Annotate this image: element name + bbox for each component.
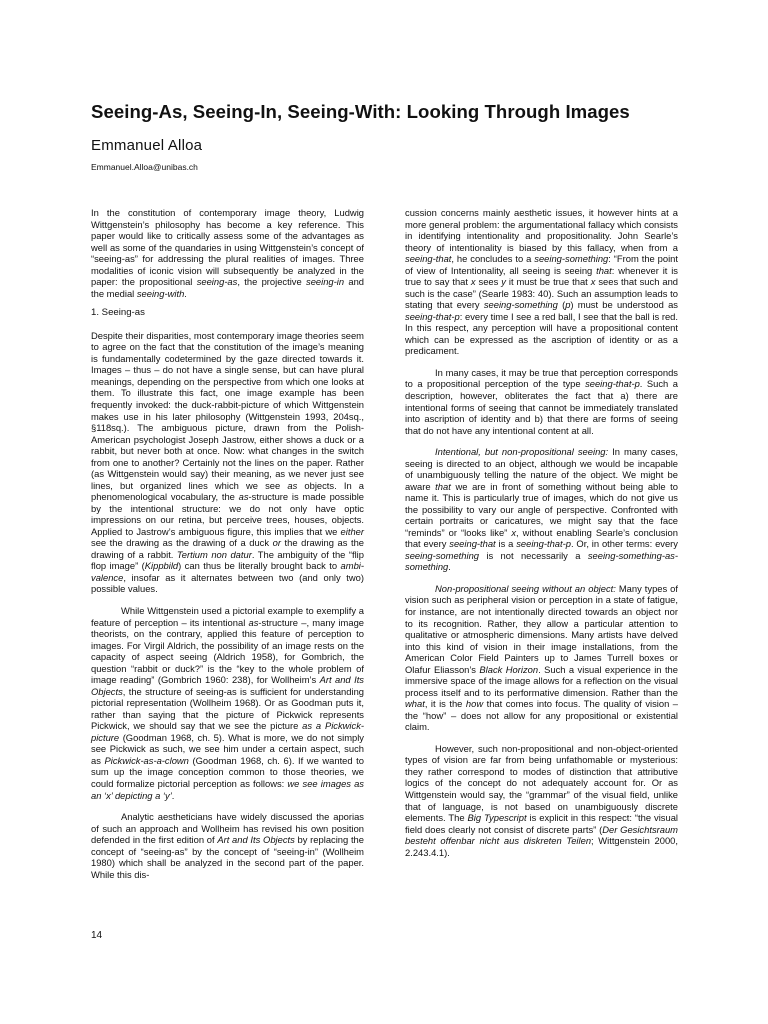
italic-term: as bbox=[238, 491, 249, 503]
italic-term: ambi-valence bbox=[91, 560, 364, 583]
author-name: Emmanuel Alloa bbox=[91, 137, 203, 154]
italic-term: Kippbild bbox=[144, 560, 179, 572]
italic-term: seeing-something bbox=[405, 549, 480, 561]
italic-term: seeing-something-as-something bbox=[405, 549, 678, 573]
left-column bbox=[91, 207, 364, 880]
page-number: 14 bbox=[91, 930, 103, 941]
italic-term: Non-propositional seeing without an object: bbox=[435, 582, 616, 594]
italic-term: that bbox=[435, 480, 451, 492]
italic-term: Big Typescript bbox=[467, 812, 527, 824]
body-paragraph: cussion concerns mainly aesthetic issues, it however hints at a more general problem: the argumentational fallacy which consists in identifying intentionality and propositionality. John Searle’s theory of intentionality is biased by this fallacy, when from a seeing-that, he concludes to a seeing-something: “From the point of view of Intentionality, all seeing is seeing that: whenever it is true to say that x sees y it must be true that x sees that such and such is the case” (Searle 1983: 40). Such an assumption leads to stating that every seeing-something (p) must be understood as seeing-that-p: every time I see a red ball, I see that the ball is red. In this respect, any perception will have a propositional content which can be expressed as the ascription of identity or as a predicament. bbox=[405, 207, 678, 357]
body-paragraph: While Wittgenstein used a pictorial example to exemplify a feature of perception – its intentional as-structure –, many image theorists, on the contrary, applied this feature of perception to images. For Virgil Aldrich, the possibility of an image rests on the capacity of aspect seeing (Aldrich 1958), for Gombrich, the question “rabbit or duck?” is the “key to the whole problem of image reading” (Gombrich 1960: 238), for Wollheim’s Art and Its Objects, the structure of seeing-as is sufficient for understanding pictorial representation (Wollheim 1968). Or as Goodman puts it, rather than saying that the picture of Pickwick represents Pickwick, we should say that we see the picture as a Pickwick-picture (Goodman 1968, ch. 5). What is more, we do not simply see Pickwick as such, we see him under a certain aspect, such as Pickwick-as-a-clown (Goodman 1968, ch. 6). If we wanted to sum up the image conception common to those theories, we could formalize pictorial perception as follows: we see images as an ‘x’ depicting a ‘y’. bbox=[91, 605, 365, 801]
italic-term: seeing-that-p bbox=[405, 310, 460, 322]
italic-term: Art and Its Objects bbox=[91, 674, 364, 697]
italic-term: y bbox=[501, 276, 506, 288]
italic-term: seeing-in bbox=[306, 276, 345, 288]
body-paragraph: Non-propositional seeing without an object: Many types of vision such as peripheral vision or perception in a state of fatigue, for instance, are not intentionally directed towards an object nor to its recognition. Rather, they allow a particular attention to qualitative or atmospheric dimensions. Many artists have delved into this kind of vision in their image installations, from the American Color Field Painters up to James Turrell boxes or Olafur Eliasson’s Black Horizon. Such a visual experience in the immersive space of the image allows for a reflection on the visual process itself and to its performative dimension. Rather than the what, it is the how that comes into focus. The quality of vision – the “how” – does not allow for any propositional or existential claim. bbox=[405, 582, 679, 733]
body-paragraph: Despite their disparities, most contemporary image theories seem to agree on the fact that the constitution of the image’s meaning is fundamentally codetermined by the gaze directed towards it. Images – thus – do not have a single sense, but can have plural meanings, depending on the perspective from which one looks at them. To illustrate this fact, one image example has been frequently invoked: the duck-rabbit-picture of which Wittgenstein makes use in his later philosophy (Wittgenstein 1993, 204sq., §118sq.). The ambiguous picture, drawn from the Polish-American psychologist Joseph Jastrow, either shows a duck or a rabbit, but never both at once. Now: what changes in the switch from one to another? Certainly not the lines on the paper. Rather (as Wittgenstein would say) their meaning, as we never just see lines, but organized lines which we see as objects. In a phenomenological vocabulary, the as-structure is made possible by the intentional structure: we do not only have optic impressions on our retina, but perceive trees, houses, objects. Applied to Jastrow’s ambiguous figure, this implies that we either see the drawing as the drawing of a duck or the drawing as the drawing of a rabbit. Tertium non datur. The ambiguity of the “flip flop image” (Kippbild) can thus be literally brought back to ambi-valence, insofar as it alternates between two (and only two) possible values. bbox=[91, 329, 365, 595]
italic-term: how bbox=[465, 698, 484, 710]
italic-term: Art and Its Objects bbox=[217, 834, 295, 846]
italic-term: p bbox=[565, 299, 571, 311]
italic-term: seeing-something bbox=[534, 253, 609, 265]
italic-term: seeing-something bbox=[483, 299, 558, 311]
body-paragraph: Analytic aestheticians have widely discussed the aporias of such an approach and Wollheim has revised his own position defended in the first edition of Art and Its Objects by replacing the concept of “seeing-as” by the concept of “seeing-in” (Wollheim 1980) which shall be analyzed in the second part of the paper. While this dis- bbox=[91, 811, 364, 880]
italic-term: seeing-with bbox=[136, 287, 185, 299]
paper-title: Seeing-As, Seeing-In, Seeing-With: Looking Through Images bbox=[91, 101, 630, 122]
italic-term: we see images as an ‘x’ depicting a ‘y’ bbox=[91, 777, 364, 801]
italic-term: Tertium non datur bbox=[176, 548, 252, 560]
body-paragraph: In many cases, it may be true that perception corresponds to a propositional perception of the type seeing-that-p. Such a description, however, obliterates the fact that a) there are intentional forms of seeing that cannot be immediately translated into ascription of identity and b) that there are forms of seeing that do not have any intentional content at all. bbox=[405, 366, 678, 436]
italic-term: as bbox=[287, 479, 298, 491]
italic-term: or bbox=[272, 537, 281, 549]
italic-term: x bbox=[470, 276, 476, 288]
italic-term: seeing-that bbox=[405, 253, 452, 265]
italic-term: seeing-that-p bbox=[585, 378, 640, 390]
section-heading: 1. Seeing-as bbox=[91, 307, 145, 319]
right-column bbox=[405, 207, 678, 858]
italic-term: that bbox=[596, 264, 612, 276]
italic-term: Pickwick-as-a-clown bbox=[104, 754, 189, 766]
italic-term: as a Pickwick-picture bbox=[91, 720, 364, 743]
italic-term: Black Horizon bbox=[479, 663, 539, 675]
body-paragraph: Intentional, but non-propositional seeing: In many cases, seeing is directed to an object, although we would be incapable of unambiguously telling the nature of the object. We might be aware that we are in front of something without being able to name it. This is particularly true of images, which do not give us the possibility to vary our angle of perspective. Confronted with certain portraits or caricatures, we might say that the face “reminds” or “looks like” x, without enabling Searle’s conclusion that every seeing-that is a seeing-that-p. Or, in other terms: every seeing-something is not necessarily a seeing-something-as-something. bbox=[405, 446, 678, 573]
italic-term: Intentional, but non-propositional seeing: bbox=[435, 446, 609, 458]
italic-term: either bbox=[340, 525, 364, 537]
italic-term: what bbox=[405, 698, 425, 710]
italic-term: x bbox=[590, 276, 596, 288]
body-paragraph: However, such non-propositional and non-object-oriented types of vision are far from being unfathomable or mysterious: they rather correspond to modes of distinction that attributive logics of the concept do not adequately account for. Or as Wittgenstein would say, the “grammar” of the visual field, unlike that of language, is not based on unambiguously discrete elements. The Big Typescript is explicit in this respect: “the visual field does clearly not consist of discrete parts” (Der Gesichtsraum besteht offenbar nicht aus diskreten Teilen; Wittgenstein 2000, 2.243.4.1). bbox=[405, 742, 678, 858]
abstract-paragraph: In the constitution of contemporary image theory, Ludwig Wittgenstein’s philosophy has become a key reference. This paper would like to critically assess some of the advantages as well as some of the quandaries in using Wittgenstein’s concept of “seeing-as” for addressing the plural realities of images. Three modalities of iconic vision will subsequently be analyzed in the paper: the propositional seeing-as, the projective seeing-in and the medial seeing-with. bbox=[91, 207, 365, 299]
author-email: Emmanuel.Alloa@unibas.ch bbox=[91, 162, 198, 172]
italic-term: x bbox=[511, 526, 517, 538]
italic-term: seeing-that-p bbox=[516, 538, 571, 550]
italic-term: Der Gesichtsraum besteht offenbar nicht aus diskreten Teilen bbox=[405, 823, 678, 847]
italic-term: as bbox=[248, 616, 259, 628]
italic-term: seeing-that bbox=[449, 538, 496, 550]
italic-term: seeing-as bbox=[196, 276, 238, 288]
